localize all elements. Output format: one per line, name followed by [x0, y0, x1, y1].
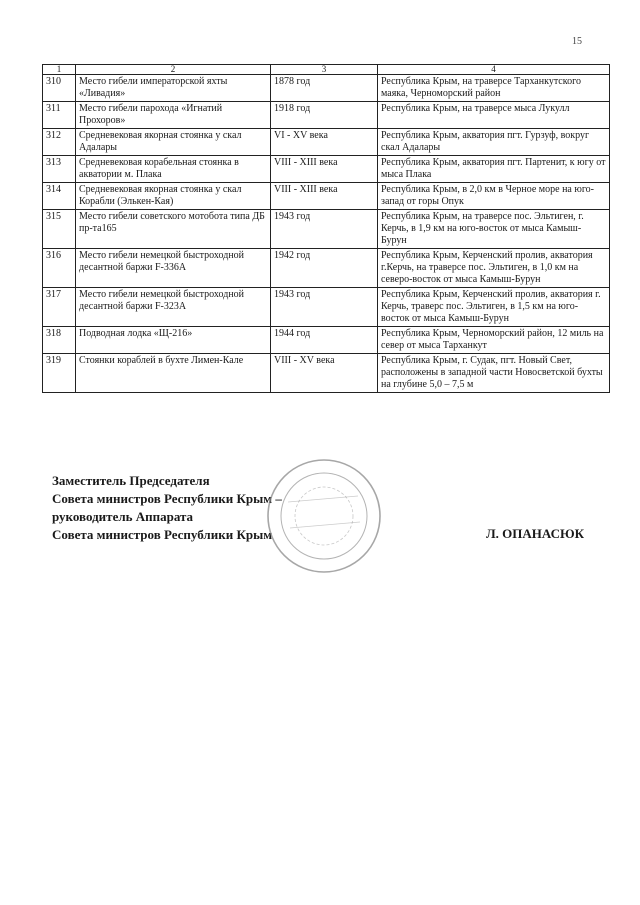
row-number-cell: 319 — [43, 354, 76, 393]
table-row — [43, 354, 610, 393]
registry-table — [42, 64, 610, 393]
object-date-cell: 1943 год — [271, 210, 378, 249]
object-name-cell: Стоянки кораблей в бухте Лимен-Кале — [76, 354, 271, 393]
row-number-cell: 310 — [43, 75, 76, 102]
row-number-cell: 318 — [43, 327, 76, 354]
object-location-cell: Республика Крым, Керченский пролив, акватория г.Керчь, на траверсе пос. Эльтиген, в 1,0 км на северо-восток от мыса Камыш-Бурун — [378, 249, 610, 288]
object-date-cell: 1942 год — [271, 249, 378, 288]
signature-line: Заместитель Председателя — [52, 473, 210, 488]
signature-line: руководитель Аппарата — [52, 509, 194, 524]
object-location-cell: Республика Крым, г. Судак, пгт. Новый Свет, расположены в западной части Новосветской бухты на глубине 5,0 – 7,5 м — [378, 354, 610, 393]
table-row — [43, 183, 610, 210]
object-name-cell: Средневековая якорная стоянка у скал Адалары — [76, 129, 271, 156]
object-name-cell: Место гибели немецкой быстроходной десантной баржи F-323A — [76, 288, 271, 327]
signature-line: Совета министров Республики Крым – — [52, 491, 282, 506]
row-number-cell: 315 — [43, 210, 76, 249]
row-number-cell: 316 — [43, 249, 76, 288]
signer-name: Л. ОПАНАСЮК — [486, 526, 585, 541]
object-name-cell: Средневековая якорная стоянка у скал Корабли (Элькен-Кая) — [76, 183, 271, 210]
row-number-cell: 311 — [43, 102, 76, 129]
object-location-cell: Республика Крым, Керченский пролив, акватория г. Керчь, траверс пос. Эльтиген, в 1,5 км на юго-восток от мыса Камыш-Бурун — [378, 288, 610, 327]
table-row — [43, 75, 610, 102]
object-date-cell: 1943 год — [271, 288, 378, 327]
row-number-cell: 312 — [43, 129, 76, 156]
object-name-cell: Место гибели парохода «Игнатий Прохоров» — [76, 102, 271, 129]
table-row — [43, 210, 610, 249]
object-location-cell: Республика Крым, акватория пгт. Гурзуф, вокруг скал Адалары — [378, 129, 610, 156]
row-number-cell: 317 — [43, 288, 76, 327]
header-cell: 4 — [378, 65, 610, 75]
object-name-cell: Место гибели советского мотобота типа ДБ пр-та165 — [76, 210, 271, 249]
official-stamp — [258, 456, 388, 578]
table-header-row — [43, 65, 610, 75]
table-row — [43, 327, 610, 354]
object-location-cell: Республика Крым, на траверсе Тарханкутского маяка, Черноморский район — [378, 75, 610, 102]
signature-line: Совета министров Республики Крым — [52, 527, 273, 542]
table-row — [43, 102, 610, 129]
object-name-cell: Средневековая корабельная стоянка в акватории м. Плака — [76, 156, 271, 183]
object-name-cell: Место гибели императорской яхты «Ливадия» — [76, 75, 271, 102]
header-cell: 3 — [271, 65, 378, 75]
table-row — [43, 249, 610, 288]
object-date-cell: 1944 год — [271, 327, 378, 354]
object-date-cell: VIII - XIII века — [271, 156, 378, 183]
table-row — [43, 156, 610, 183]
table-row — [43, 129, 610, 156]
signature-block — [52, 472, 282, 544]
object-date-cell: 1918 год — [271, 102, 378, 129]
header-cell: 2 — [76, 65, 271, 75]
object-location-cell: Республика Крым, на траверсе мыса Лукулл — [378, 102, 610, 129]
row-number-cell: 313 — [43, 156, 76, 183]
object-date-cell: VIII - XV века — [271, 354, 378, 393]
object-location-cell: Республика Крым, акватория пгт. Партенит, к югу от мыса Плака — [378, 156, 610, 183]
header-cell: 1 — [43, 65, 76, 75]
object-name-cell: Подводная лодка «Щ-216» — [76, 327, 271, 354]
object-location-cell: Республика Крым, Черноморский район, 12 миль на север от мыса Тарханкут — [378, 327, 610, 354]
row-number-cell: 314 — [43, 183, 76, 210]
object-date-cell: VI - XV века — [271, 129, 378, 156]
object-name-cell: Место гибели немецкой быстроходной десантной баржи F-336A — [76, 249, 271, 288]
object-location-cell: Республика Крым, на траверсе пос. Эльтиген, г. Керчь, в 1,9 км на юго-восток от мыса Камыш-Бурун — [378, 210, 610, 249]
object-date-cell: VIII - XIII века — [271, 183, 378, 210]
table-row — [43, 288, 610, 327]
object-location-cell: Республика Крым, в 2,0 км в Черное море на юго-запад от горы Опук — [378, 183, 610, 210]
page-number: 15 — [572, 36, 582, 47]
object-date-cell: 1878 год — [271, 75, 378, 102]
